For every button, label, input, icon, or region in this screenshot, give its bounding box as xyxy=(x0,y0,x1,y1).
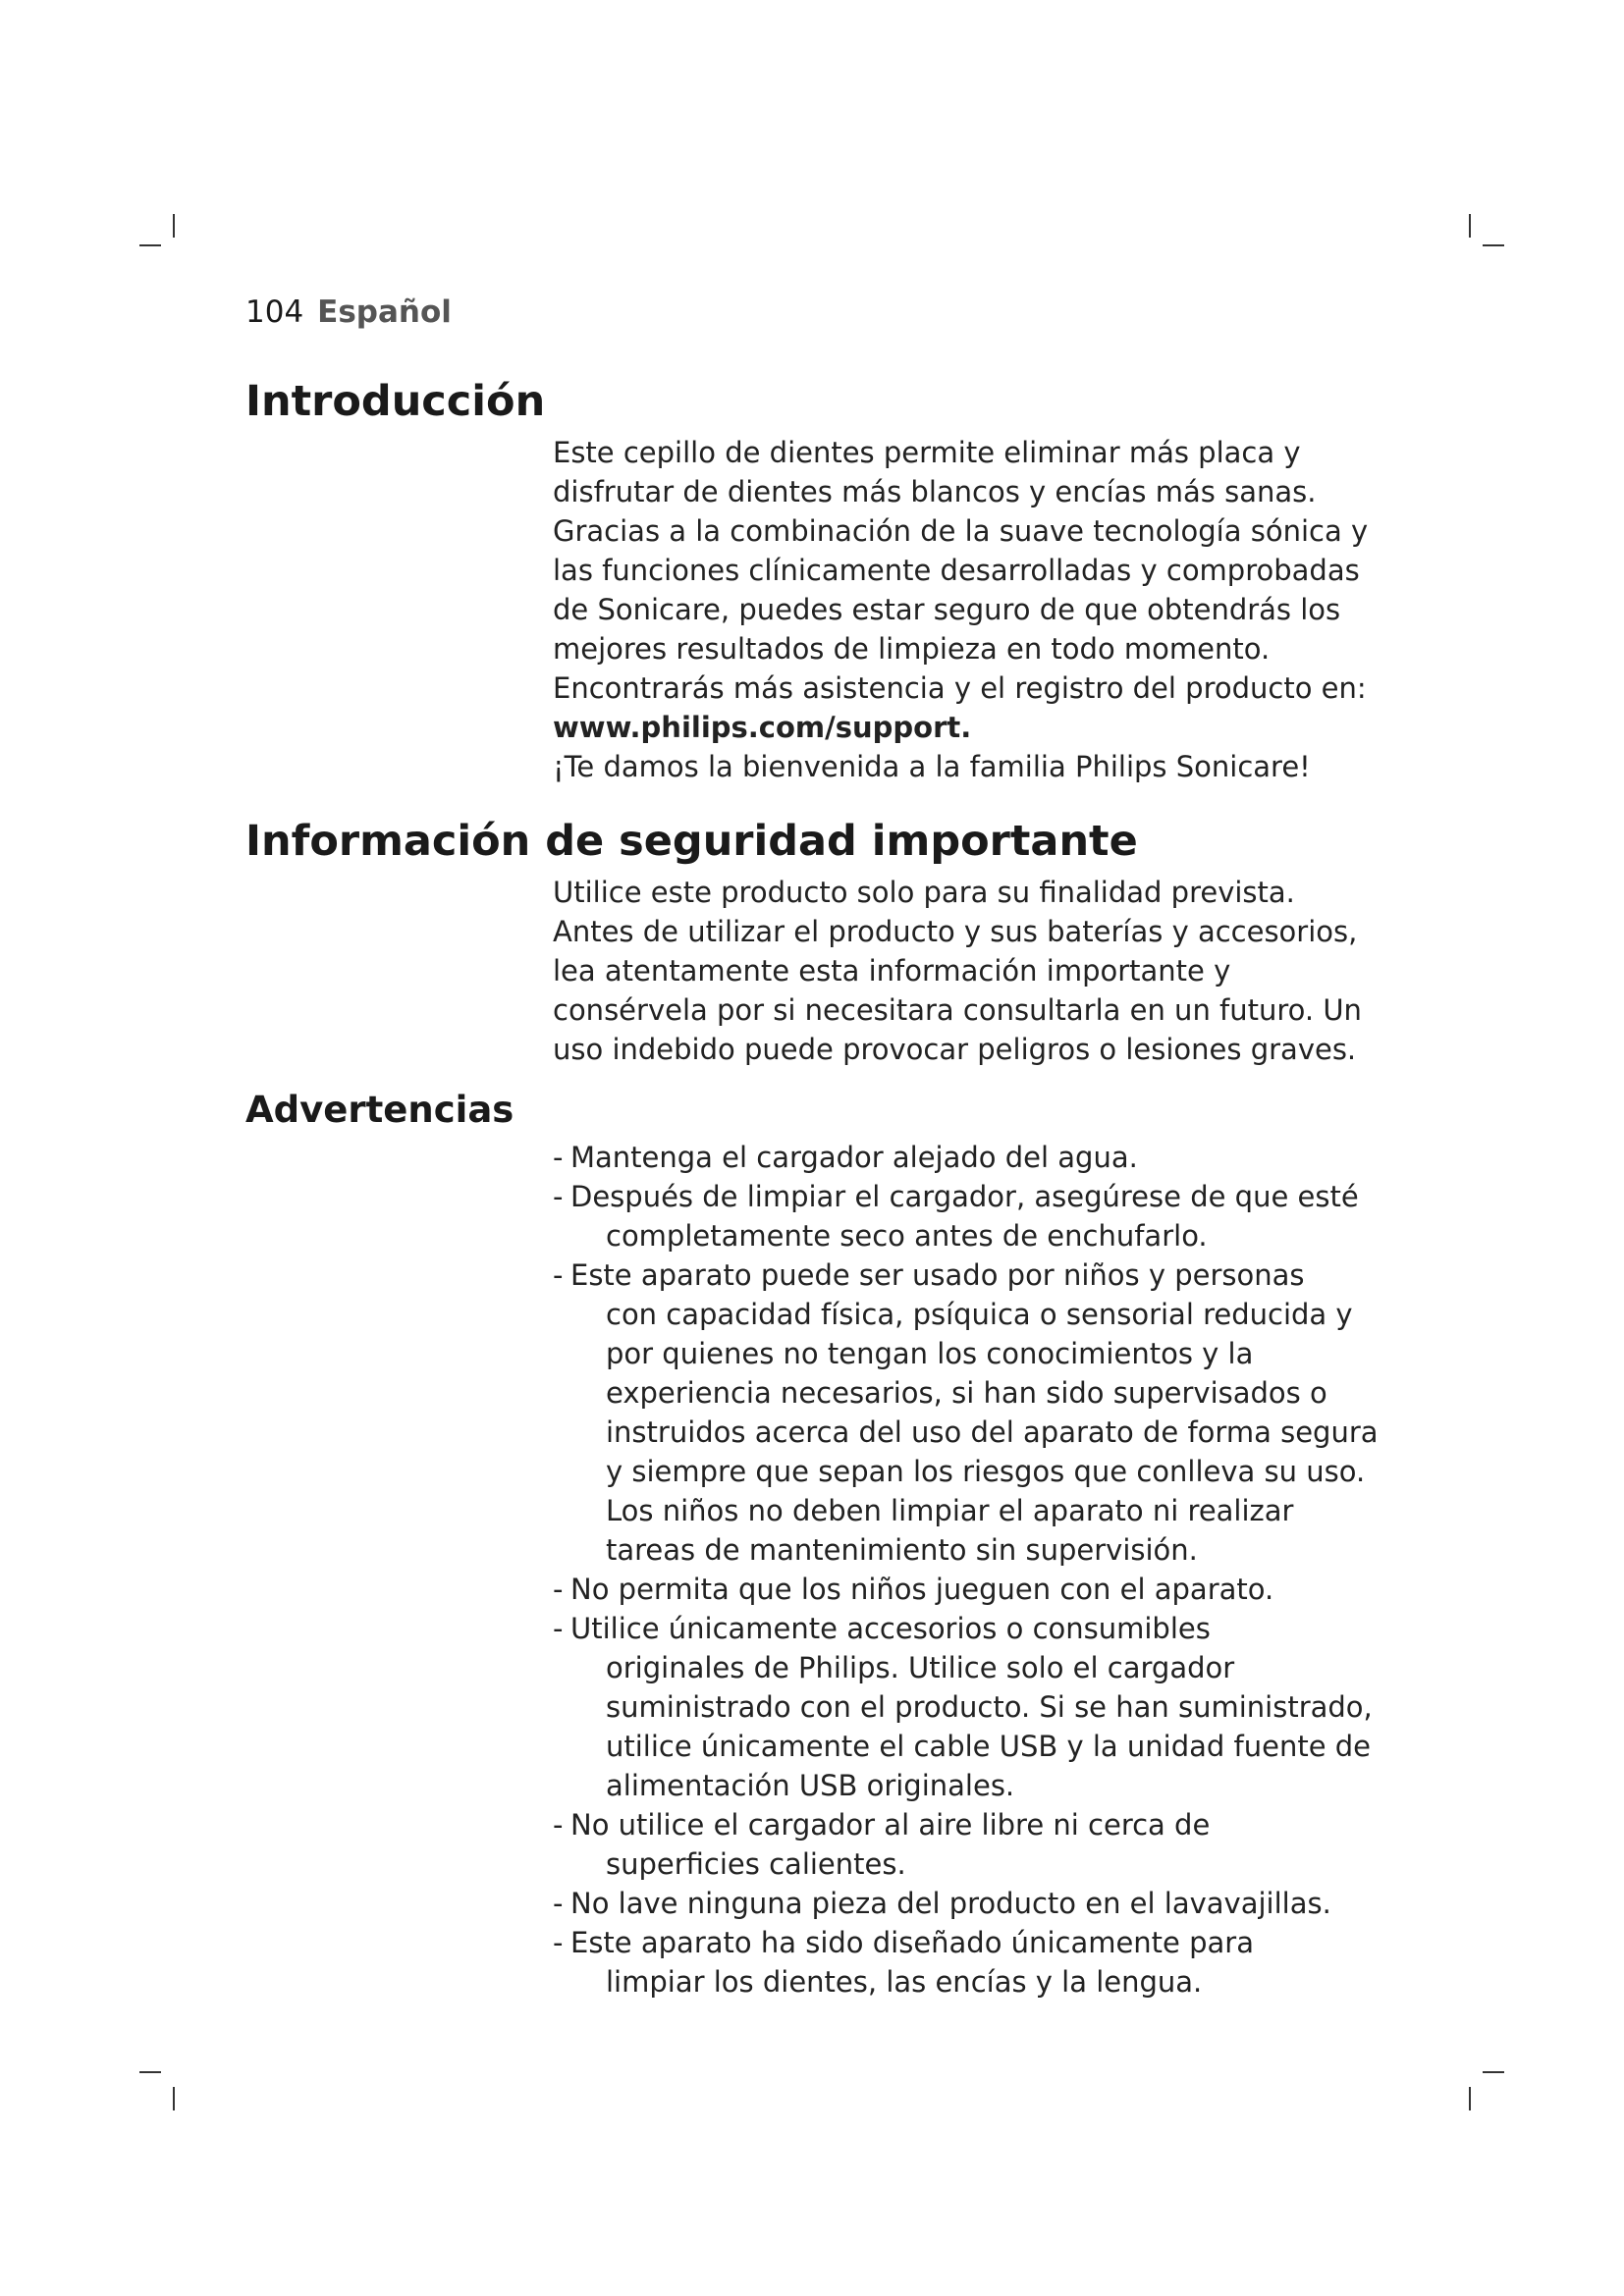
safety-body xyxy=(553,873,1397,1069)
intro-line: mejores resultados de limpieza en todo momento. xyxy=(553,632,1271,666)
bullet-dash: - xyxy=(553,1258,564,1292)
warning-line: limpiar los dientes, las encías y la lengua. xyxy=(606,1965,1203,1999)
warning-line: con capacidad física, psíquica o sensorial reducida y xyxy=(606,1298,1353,1331)
warning-line: superficies calientes. xyxy=(606,1847,906,1881)
intro-line: de Sonicare, puedes estar seguro de que obtendrás los xyxy=(553,593,1341,626)
bullet-dash: - xyxy=(553,1887,564,1920)
warning-item xyxy=(553,1923,1417,2002)
intro-line: Gracias a la combinación de la suave tecnología sónica y xyxy=(553,514,1369,548)
warning-item xyxy=(553,1138,1417,1177)
crop-mark-top-right-v xyxy=(1469,214,1471,238)
page-language: Español xyxy=(317,294,452,330)
warning-line: Mantenga el cargador alejado del agua. xyxy=(570,1141,1138,1174)
support-url-link[interactable]: www.philips.com/support. xyxy=(553,711,972,744)
warning-item xyxy=(553,1570,1417,1609)
warnings-list xyxy=(553,1138,1417,2002)
warning-line: experiencia necesarios, si han sido supervisados o xyxy=(606,1376,1327,1410)
page-header xyxy=(245,291,452,334)
warning-line: y siempre que sepan los riesgos que conlleva su uso. xyxy=(606,1455,1366,1488)
intro-body xyxy=(553,433,1397,786)
crop-mark-top-left-v xyxy=(173,214,175,238)
crop-mark-bottom-left-h xyxy=(139,2071,161,2073)
safety-line: lea atentamente esta información importante y xyxy=(553,954,1231,988)
warning-line: Este aparato ha sido diseñado únicamente para xyxy=(570,1926,1254,1959)
bullet-dash: - xyxy=(553,1141,564,1174)
bullet-dash: - xyxy=(553,1926,564,1959)
intro-line: las funciones clínicamente desarrolladas y comprobadas xyxy=(553,554,1360,587)
warning-line: por quienes no tengan los conocimientos y la xyxy=(606,1337,1254,1370)
crop-mark-top-right-h xyxy=(1483,244,1504,246)
safety-line: consérvela por si necesitara consultarla en un futuro. Un xyxy=(553,993,1362,1027)
page-number: 104 xyxy=(245,294,304,330)
bullet-dash: - xyxy=(553,1573,564,1606)
warning-line: utilice únicamente el cable USB y la unidad fuente de xyxy=(606,1730,1372,1763)
warning-line: suministrado con el producto. Si se han suministrado, xyxy=(606,1690,1373,1724)
warning-line: instruidos acerca del uso del aparato de forma segura xyxy=(606,1415,1379,1449)
warning-item xyxy=(553,1255,1417,1570)
warning-line: originales de Philips. Utilice solo el cargador xyxy=(606,1651,1235,1684)
safety-line: uso indebido puede provocar peligros o lesiones graves. xyxy=(553,1033,1357,1066)
warning-line: Después de limpiar el cargador, asegúrese de que esté xyxy=(570,1180,1359,1213)
crop-mark-bottom-left-v xyxy=(173,2087,175,2110)
bullet-dash: - xyxy=(553,1808,564,1842)
warning-item xyxy=(553,1884,1417,1923)
warnings-heading: Advertencias xyxy=(245,1089,514,1131)
warning-line: completamente seco antes de enchufarlo. xyxy=(606,1219,1208,1253)
warning-item xyxy=(553,1805,1417,1884)
bullet-dash: - xyxy=(553,1180,564,1213)
warning-item xyxy=(553,1609,1417,1805)
warning-line: No utilice el cargador al aire libre ni cerca de xyxy=(570,1808,1211,1842)
warning-item xyxy=(553,1177,1417,1255)
warning-line: No lave ninguna pieza del producto en el lavavajillas. xyxy=(570,1887,1331,1920)
intro-heading: Introducción xyxy=(245,377,546,426)
intro-line: Este cepillo de dientes permite eliminar más placa y xyxy=(553,436,1301,469)
welcome-text: ¡Te damos la bienvenida a la familia Philips Sonicare! xyxy=(553,750,1311,783)
crop-mark-top-left-h xyxy=(139,244,161,246)
crop-mark-bottom-right-h xyxy=(1483,2071,1504,2073)
warning-line: tareas de mantenimiento sin supervisión. xyxy=(606,1533,1198,1567)
bullet-dash: - xyxy=(553,1612,564,1645)
warning-line: Los niños no deben limpiar el aparato ni realizar xyxy=(606,1494,1294,1527)
warning-line: alimentación USB originales. xyxy=(606,1769,1015,1802)
intro-line: disfrutar de dientes más blancos y encías más sanas. xyxy=(553,475,1317,508)
warning-line: Utilice únicamente accesorios o consumibles xyxy=(570,1612,1211,1645)
safety-line: Utilice este producto solo para su finalidad prevista. xyxy=(553,876,1295,909)
safety-line: Antes de utilizar el producto y sus baterías y accesorios, xyxy=(553,915,1358,948)
intro-line: Encontrarás más asistencia y el registro del producto en: xyxy=(553,671,1367,705)
crop-mark-bottom-right-v xyxy=(1469,2087,1471,2110)
warning-line: No permita que los niños jueguen con el aparato. xyxy=(570,1573,1274,1606)
safety-heading: Información de seguridad importante xyxy=(245,817,1138,866)
warning-line: Este aparato puede ser usado por niños y personas xyxy=(570,1258,1305,1292)
